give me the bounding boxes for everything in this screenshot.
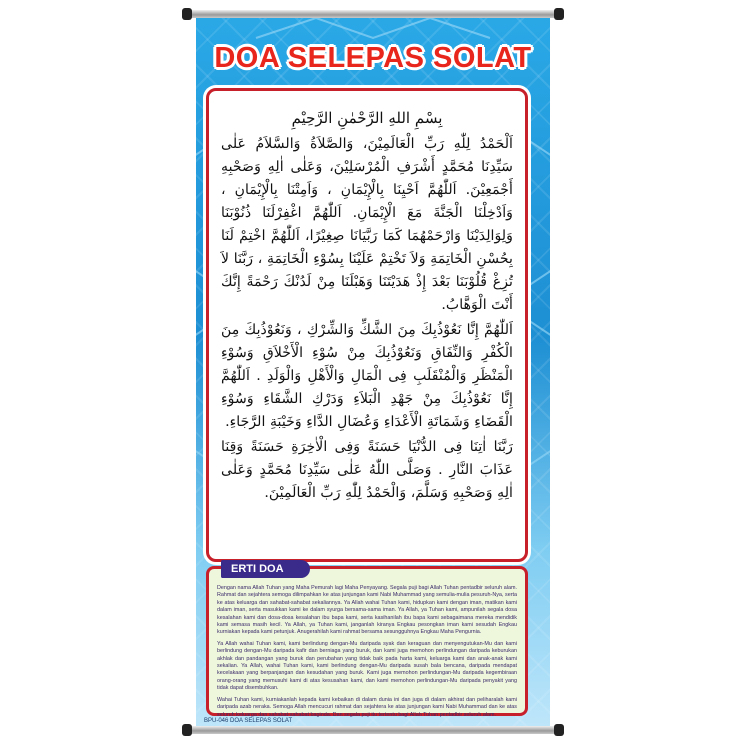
rod-end-cap	[182, 8, 192, 20]
meaning-paragraph: Dengan nama Allah Tuhan yang Maha Pemurah lagi Maha Penyayang. Segala puji bagi Allah Tuhan pentadbir seluruh alam. Rahmat dan sejahtera semoga dilimpahkan ke atas junjungan kami Nabi Muhammad yang semulia-mulia pesuruh-Nya, serta ke atas keluarga dan sahabat-sahabat sekaliannya. Ya Allah wahai Tuhan kami, hidupkan kami dengan iman, matikan kami dalam iman, serta masukkan kami ke dalam syurga bersama-sama iman. Ya Allah, ya Tuhan kami, ampunilah segala dosa kesalahan kami dan dosa-dosa kesalahan ibu bapa kami, serta kasihanilah ibu bapa kami sebagaimana mereka mendidik kami semasa masih kecil. Ya Allah, ya Tuhan kami, janganlah kiranya Engkau pesongkan iman kami sesudah Engkau kurniakan kepada kami petunjuk. Anugerahilah kami rahmat bersama sesungguhnya Engkau Maha Pengurnia.	[217, 585, 517, 636]
banner-title: DOA SELEPAS SOLAT	[214, 42, 532, 74]
rod-end-cap	[554, 724, 564, 736]
meaning-paragraph: Ya Allah wahai Tuhan kami, kami berlindung dengan-Mu daripada syak dan keraguan dan menyengutukan-Mu dan kami berlindung dengan-Mu daripada kafir dan berniaga yang buruk, dan kami juga memohon perlindungan daripada keburukan akhlak dan pandangan yang buruk dan perubahan yang tidak baik pada harta kami, keluarga kami dan anak-anak kami sekalian. Ya Allah, wahai Tuhan kami, kami berlindung dengan-Mu daripada susah bala bencana, daripada mendapat kecelakaan yang berpanjangan dan kesudahan yang buruk. Kami juga memohon perlindungan-Mu daripada kegembiraan orang-orang yang memusuhi kami di atas kesusahan kami, dan kami memohon perlindungan-Mu daripada penyakit yang tidak dapat disembuhkan.	[217, 640, 517, 692]
prayer-paragraph: اَلْحَمْدُ لِلّٰهِ رَبِّ الْعَالَمِيْنَ، وَالصَّلاَةُ وَالسَّلاَمُ عَلٰى سَيِّدِنَا مُحَمَّدٍ أَشْرَفِ الْمُرْسَلِيْنَ، وَعَلٰى اٰلِهِ وَصَحْبِهِ أَجْمَعِيْنَ. اَللّٰهُمَّ اَحْيِنَا بِالْإِيْمَانِ ، وَاَمِتْنَا بِالْإِيْمَانِ ، وَاَدْخِلْنَا الْجَنَّةَ مَعَ الْإِيْمَانِ. اَللّٰهُمَّ اغْفِرْلَنَا ذُنُوْبَنَا وَلِوَالِدَيْنَا وَارْحَمْهُمَا كَمَا رَبَّيَانَا صِغِيْرًا، اَللّٰهُمَّ اخْتِمْ لَنَا بِحُسْنِ الْخَاتِمَةِ وَلاَ تَخْتِمْ عَلَيْنَا بِسُوْءِ الْخَاتِمَةِ ، رَبَّنَا لاَ تُزِغْ قُلُوْبَنَا بَعْدَ إِذْ هَدَيْتَنَا وَهَبْلَنَا مِنْ لَدُنْكَ رَحْمَةً إِنَّكَ أَنْتَ الْوَهَّابُ.	[221, 136, 513, 313]
meaning-panel	[206, 563, 528, 718]
arabic-prayer-panel	[206, 88, 528, 562]
hanging-rod-bottom	[188, 726, 558, 734]
meaning-heading: ERTI DOA	[221, 560, 310, 578]
meaning-paragraph: Wahai Tuhan kami, kurniakanlah kepada kami kebaikan di dalam dunia ini dan juga di dalam akhirat dan peliharalah kami daripada azab neraka. Semoga Allah mencucuri rahmat dan sejahtera ke atas junjungan kami Nabi Muhammad dan ke atas seluruh keluarga dan sahabat-sahabat baginda. Dan segala puji itu tertentu bagi Allah Tuhan pentadbir seluruh alam.	[217, 696, 517, 718]
basmala: بِسْمِ اللهِ الرَّحْمٰنِ الرَّحِيْمِ	[291, 109, 443, 127]
product-code: BPU-046 DOA SELEPAS SOLAT	[204, 718, 293, 724]
rod-end-cap	[554, 8, 564, 20]
prayer-paragraph: اَللّٰهُمَّ إِنَّا نَعُوْذُبِكَ مِنَ الشَّكِّ وَالشِّرْكِ ، وَنَعُوْذُبِكَ مِنَ الْكُفْرِ وَالنِّفَاقِ وَنَعُوْذُبِكَ مِنْ سُوْءِ الْأَخْلاَقِ وَسُوْءِ الْمَنْظَرِ وَالْمُنْقَلَبِ فِى الْمَالِ وَالْأَهْلِ وَالْوَلَدِ . اَللّٰهُمَّ إِنَّا نَعُوْذُبِكَ مِنْ جَهْدِ الْبَلاَءِ وَدَرْكِ الشَّقَاءِ وَسُوْءِ الْقَضَاءِ وَشَمَاتَةِ الْأَعْدَاءِ وَعُضَالِ الدَّاءِ وَخَيْبَةِ الرَّجَاءِ.	[221, 322, 513, 430]
rod-end-cap	[182, 724, 192, 736]
prayer-banner	[196, 18, 550, 728]
hanging-rod-top	[188, 10, 558, 18]
prayer-paragraph: رَبَّنَا اٰتِنَا فِى الدُّنْيَا حَسَنَةً وَفِى الْاٰخِرَةِ حَسَنَةً وَقِنَا عَذَابَ النَّارِ . وَصَلَّى اللّٰهُ عَلٰى سَيِّدِنَا مُحَمَّدٍ وَعَلٰى اٰلِهِ وَصَحْبِهِ وَسَلَّمَ، وَالْحَمْدُ لِلّٰهِ رَبِّ الْعَالَمِيْنَ.	[221, 439, 513, 501]
